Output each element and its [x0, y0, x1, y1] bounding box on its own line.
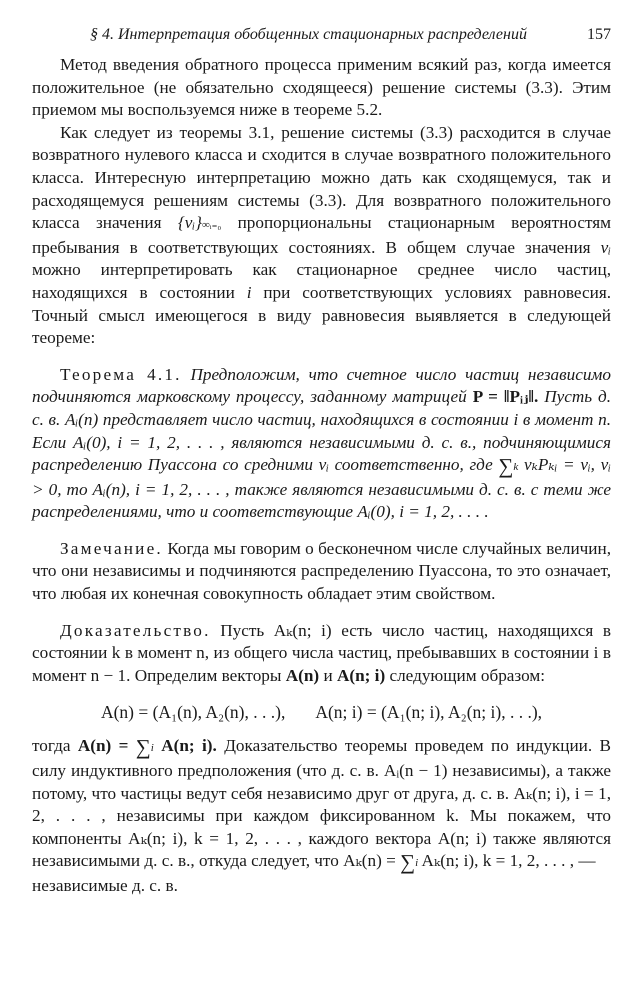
proof2-eq-tail: A(n; i).: [161, 736, 217, 756]
remark: [32, 538, 611, 606]
running-header: [32, 26, 611, 54]
remark-label: Замечание.: [60, 538, 163, 558]
theorem-text-a: Предположим, что счетное число частиц независимо подчиняются марковскому процессу, заданному матрицей: [32, 364, 611, 407]
paragraph-interpretation: [32, 122, 611, 350]
formula-left: A(n) = (A₁(n), A₂(n), . . .),: [100, 702, 286, 723]
sum-symbol-2: ∑: [135, 735, 151, 760]
proof2-eq: A(n) =: [77, 736, 129, 756]
proof-text-end: следующим образом:: [389, 665, 546, 685]
p2-text-b: пропорциональны стационарным вероятностям пребывания в соответствующих состояниях. В общем случае значения: [32, 213, 612, 257]
theorem-label: Теорема 4.1.: [60, 364, 182, 384]
sum-index-2: i: [150, 742, 154, 755]
proof-last-line: независимые д. с. в.: [32, 876, 178, 895]
vector-a-n-i: A(n; i): [336, 665, 386, 685]
math-limits: ∞ᵢ₌₀: [201, 219, 222, 232]
theorem-text-b: Пусть д. с. в. Aᵢ(n) представляет число частиц, находящихся в состоянии i в момент n. Если Aᵢ(0), i = 1, 2, . . . , являются независимыми д. с. в., подчиняющимися распределению Пуассона со средними vᵢ соответственно, где: [32, 387, 612, 475]
paragraph-method: Метод введения обратного процесса применим всякий раз, когда имеется положительное (не обязательно сходящееся) решение системы (3.3). Этим приемом мы воспользуемся ниже в теореме 5.2.: [32, 55, 611, 120]
theorem-4-1: [32, 364, 611, 524]
sum-symbol: ∑: [498, 454, 514, 479]
proof2-text: Доказательство теоремы проведем по индукции. В силу индуктивного предположения (что д. с. в. Aᵢ(n − 1) независимы), а также потому, что частицы ведут себя независимо друг от друга, д. с. в. Aₖ(n; i), i = 1, 2, . . . , независимы при каждом фиксированном k. Мы покажем, что компоненты Aₖ(n; i), k = 1, 2, . . . , каждого вектора A(n; i) также являются независимыми д. с. в., откуда следует, что: [32, 736, 612, 871]
sum-index: k: [513, 461, 519, 474]
proof-label: Доказательство.: [60, 620, 211, 640]
remark-text: Когда мы говорим о бесконечном числе случайных величин, что они независимы и подчиняются распределению Пуассона, то это означает, что любая их конечная совокупность обладает этим свойством.: [32, 538, 611, 604]
p2-text-a: Как следует из теоремы 3.1, решение системы (3.3) расходится в случае возвратного нулевого класса и сходится в случае возвратного положительного класса. Интересную интерпретацию можно дать как сходящемуся, так и расходящемуся решениям системы (3.3). Для возвратного положительного класса значения: [32, 122, 611, 233]
proof2-lead: тогда: [32, 736, 71, 756]
proof-and: и: [323, 665, 333, 685]
theorem-condition: vₖPₖᵢ = vᵢ, vᵢ > 0,: [32, 455, 611, 499]
display-formula: [32, 699, 611, 725]
vector-a-n: A(n): [285, 665, 320, 685]
math-i: i: [246, 282, 252, 302]
page-number: 157: [587, 26, 611, 43]
sum-index-3: i: [415, 857, 419, 870]
formula-right: A(n; i) = (A₁(n; i), A₂(n; i), . . .),: [315, 702, 543, 723]
p2-text-c: можно интерпретировать как стационарное среднее число частиц, находящихся в состоянии: [32, 260, 611, 302]
proof2-eq2-tail: Aₖ(n; i), k = 1, 2, . . . , —: [421, 851, 596, 871]
p2-text-d: при соответствующих условиях равновесия. Точный смысл имеющегося в виду равновесия выявляется в следующей теореме:: [32, 282, 612, 348]
theorem-text-c: то Aᵢ(n), i = 1, 2, . . . , также являются независимыми д. с. в. с теми же распределениями, что и соответствующие Aᵢ(0), i = 1, 2, . . . .: [32, 479, 611, 522]
sum-symbol-3: ∑: [400, 850, 416, 875]
math-v-set: {vᵢ}: [177, 213, 202, 233]
proof-continued: [32, 735, 611, 875]
proof: [32, 620, 611, 688]
proof-text: Пусть Aₖ(n; i) есть число частиц, находящихся в состоянии k в момент n, из общего числа частиц, пребывавших в состоянии i в момент n − 1. Определим векторы: [32, 620, 612, 685]
proof2-eq2: Aₖ(n) =: [343, 851, 396, 871]
section-title: § 4. Интерпретация обобщенных стационарных распределений: [90, 26, 527, 43]
theorem-matrix: P = ‖Pᵢⱼ‖.: [472, 387, 539, 407]
math-vi: vᵢ: [600, 237, 611, 257]
